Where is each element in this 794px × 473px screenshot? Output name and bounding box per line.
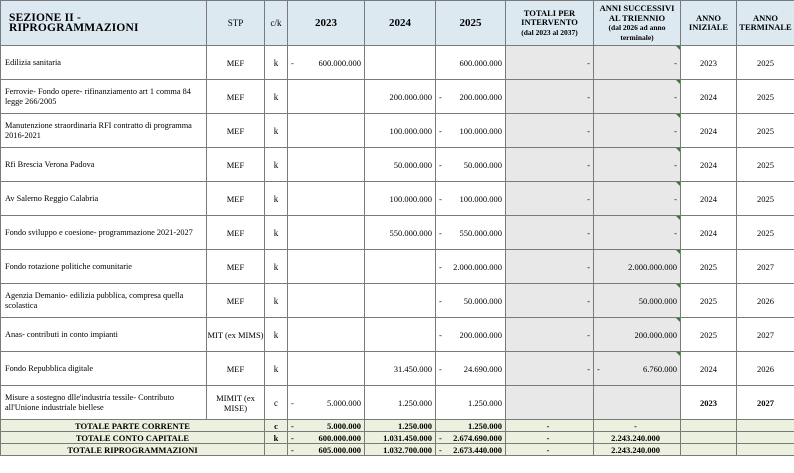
amount-total: - <box>587 91 590 102</box>
row-description: Edilizia sanitaria <box>1 46 207 80</box>
amount-later: - <box>674 227 677 238</box>
row-value-2024 <box>365 386 436 420</box>
row-stp: MEF <box>207 182 265 216</box>
row-value-2023 <box>288 250 365 284</box>
amount-later: - <box>674 193 677 204</box>
amount-2025: 200.000.000 <box>459 329 502 340</box>
row-description: Anas- contributi in conto impianti <box>1 318 207 352</box>
amount-2025: 1.250.000 <box>468 397 502 408</box>
row-value-2024 <box>365 352 436 386</box>
row-value-2024 <box>365 148 436 182</box>
col-header-start-year: ANNO INIZIALE <box>681 1 737 46</box>
row-total <box>506 80 594 114</box>
amount-2023: 600.000.000 <box>318 57 361 68</box>
row-ck: k <box>265 114 288 148</box>
total-empty-start <box>681 432 737 444</box>
total-value-2024 <box>365 420 436 432</box>
row-value-2025 <box>436 352 506 386</box>
row-start-year: 2024 <box>681 114 737 148</box>
total-ck <box>265 444 288 456</box>
row-end-year: 2025 <box>737 80 794 114</box>
row-description: Fondo rotazione politiche comunitarie <box>1 250 207 284</box>
amount-2025: 200.000.000 <box>459 91 502 102</box>
row-start-year: 2024 <box>681 352 737 386</box>
row-total <box>506 318 594 352</box>
dash-2025: - <box>439 363 442 374</box>
amount-later: 2.000.000.000 <box>628 261 677 272</box>
row-value-2023 <box>288 182 365 216</box>
row-start-year: 2023 <box>681 46 737 80</box>
amount-later: 50.000.000 <box>638 295 677 306</box>
dash-2025: - <box>439 159 442 170</box>
row-value-2023 <box>288 148 365 182</box>
amount-2024: 1.250.000 <box>398 397 432 408</box>
total-empty-end <box>737 444 794 456</box>
amount-2023: 600.000.000 <box>318 432 361 443</box>
amount-2024: 50.000.000 <box>393 159 432 170</box>
row-later-years <box>594 182 681 216</box>
total-value-2025 <box>436 432 506 444</box>
amount-2025: 50.000.000 <box>463 159 502 170</box>
amount-2025: 100.000.000 <box>459 125 502 136</box>
row-value-2023 <box>288 46 365 80</box>
row-description: Fondo sviluppo e coesione- programmazione 2021-2027 <box>1 216 207 250</box>
row-stp: MEF <box>207 216 265 250</box>
row-value-2025 <box>436 284 506 318</box>
later-header-title: ANNI SUCCESSIVI AL TRIENNIO <box>599 3 675 23</box>
row-stp: MIMIT (ex MISE) <box>207 386 265 420</box>
cell-marker <box>676 46 680 50</box>
totals-body <box>1 420 794 456</box>
row-total <box>506 352 594 386</box>
row-total <box>506 386 594 420</box>
total-label: TOTALE RIPROGRAMMAZIONI <box>1 444 265 456</box>
row-value-2025 <box>436 216 506 250</box>
dash-2025: - <box>439 329 442 340</box>
row-value-2024 <box>365 250 436 284</box>
header-row <box>1 1 794 46</box>
row-value-2025 <box>436 182 506 216</box>
dash-2025: - <box>439 91 442 102</box>
amount-2023: 5.000.000 <box>327 420 361 431</box>
amount-2025: 24.690.000 <box>463 363 502 374</box>
dash-2025: - <box>439 295 442 306</box>
amount-total: - <box>587 295 590 306</box>
amount-2023: 5.000.000 <box>327 397 361 408</box>
amount-2024: 31.450.000 <box>393 363 432 374</box>
row-ck: k <box>265 250 288 284</box>
row-total <box>506 182 594 216</box>
row-ck: k <box>265 216 288 250</box>
row-later-years <box>594 148 681 182</box>
row-end-year: 2027 <box>737 318 794 352</box>
row-end-year: 2025 <box>737 182 794 216</box>
row-total <box>506 250 594 284</box>
row-value-2023 <box>288 284 365 318</box>
row-end-year: 2025 <box>737 46 794 80</box>
row-start-year: 2023 <box>681 386 737 420</box>
amount-2024: 550.000.000 <box>389 227 432 238</box>
row-value-2024 <box>365 284 436 318</box>
row-description: Fondo Repubblica digitale <box>1 352 207 386</box>
dash-2025: - <box>439 227 442 238</box>
row-value-2023 <box>288 114 365 148</box>
total-value-2023 <box>288 444 365 456</box>
cell-marker <box>676 182 680 186</box>
table-row <box>1 46 794 80</box>
total-value-2025 <box>436 444 506 456</box>
amount-2023: 605.000.000 <box>318 444 361 455</box>
amount-total: - <box>587 57 590 68</box>
row-value-2025 <box>436 318 506 352</box>
amount-2024: 1.031.450.000 <box>383 432 432 443</box>
total-value-2025 <box>436 420 506 432</box>
total-row <box>1 432 794 444</box>
row-value-2023 <box>288 386 365 420</box>
amount-2024: 100.000.000 <box>389 193 432 204</box>
row-total <box>506 148 594 182</box>
col-header-2023: 2023 <box>288 1 365 46</box>
amount-2025: 50.000.000 <box>463 295 502 306</box>
row-later-years <box>594 284 681 318</box>
cell-marker <box>676 114 680 118</box>
row-value-2025 <box>436 114 506 148</box>
row-end-year: 2027 <box>737 386 794 420</box>
cell-marker <box>676 352 680 356</box>
row-end-year: 2027 <box>737 250 794 284</box>
row-description: Misure a sostegno dlle'industria tessile- Contributo all'Unione industriale biellese <box>1 386 207 420</box>
row-description: Ferrovie- Fondo opere- rifinanziamento art 1 comma 84 legge 266/2005 <box>1 80 207 114</box>
row-value-2023 <box>288 80 365 114</box>
amount-total: - <box>587 261 590 272</box>
row-ck: k <box>265 80 288 114</box>
total-later-years: - <box>594 420 681 432</box>
row-end-year: 2026 <box>737 352 794 386</box>
row-ck: k <box>265 352 288 386</box>
cell-marker <box>676 80 680 84</box>
row-ck: k <box>265 46 288 80</box>
row-later-years <box>594 46 681 80</box>
table-row <box>1 114 794 148</box>
row-end-year: 2025 <box>737 216 794 250</box>
row-stp: MEF <box>207 80 265 114</box>
row-ck: c <box>265 386 288 420</box>
amount-later: - <box>674 159 677 170</box>
amount-later: - <box>674 125 677 136</box>
col-header-2024: 2024 <box>365 1 436 46</box>
total-ck: k <box>265 432 288 444</box>
amount-2024: 1.250.000 <box>398 420 432 431</box>
row-later-years <box>594 386 681 420</box>
row-value-2023 <box>288 352 365 386</box>
totals-header-title: TOTALI PER INTERVENTO <box>521 7 578 28</box>
table-row <box>1 284 794 318</box>
row-value-2025 <box>436 80 506 114</box>
amount-total: - <box>587 227 590 238</box>
table-row <box>1 386 794 420</box>
row-ck: k <box>265 284 288 318</box>
cell-marker <box>676 250 680 254</box>
row-total <box>506 216 594 250</box>
amount-2025: 100.000.000 <box>459 193 502 204</box>
amount-total: - <box>587 363 590 374</box>
row-later-years <box>594 250 681 284</box>
cell-marker <box>676 148 680 152</box>
row-value-2024 <box>365 318 436 352</box>
dash-2025: - <box>439 261 442 272</box>
table-row <box>1 182 794 216</box>
row-value-2025 <box>436 250 506 284</box>
row-value-2023 <box>288 216 365 250</box>
row-later-years <box>594 114 681 148</box>
table-row <box>1 148 794 182</box>
amount-2025: 2.674.690.000 <box>453 432 502 443</box>
row-ck: k <box>265 318 288 352</box>
row-start-year: 2025 <box>681 284 737 318</box>
table-row <box>1 80 794 114</box>
amount-2024: 1.032.700.000 <box>383 444 432 455</box>
items-body <box>1 46 794 420</box>
row-description: Manutenzione straordinaria RFI contratto di programma 2016-2021 <box>1 114 207 148</box>
amount-2025: 550.000.000 <box>459 227 502 238</box>
total-empty-start <box>681 420 737 432</box>
row-ck: k <box>265 148 288 182</box>
total-total: - <box>506 444 594 456</box>
total-row <box>1 420 794 432</box>
row-start-year: 2025 <box>681 250 737 284</box>
row-end-year: 2026 <box>737 284 794 318</box>
amount-2025: 2.000.000.000 <box>453 261 502 272</box>
row-start-year: 2025 <box>681 318 737 352</box>
total-row <box>1 444 794 456</box>
dash-2025: - <box>439 125 442 136</box>
total-label: TOTALE PARTE CORRENTE <box>1 420 265 432</box>
row-stp: MIT (ex MIMS) <box>207 318 265 352</box>
dash-2025: - <box>439 432 442 443</box>
row-stp: MEF <box>207 352 265 386</box>
col-header-end-year: ANNO TERMINALE <box>737 1 794 46</box>
table-row <box>1 352 794 386</box>
row-end-year: 2025 <box>737 114 794 148</box>
row-stp: MEF <box>207 46 265 80</box>
table-row <box>1 318 794 352</box>
row-total <box>506 46 594 80</box>
section-title: SEZIONE II - RIPROGRAMMAZIONI <box>1 1 207 46</box>
row-start-year: 2024 <box>681 216 737 250</box>
col-header-ck: c/k <box>265 1 288 46</box>
row-start-year: 2024 <box>681 148 737 182</box>
row-stp: MEF <box>207 284 265 318</box>
total-label: TOTALE CONTO CAPITALE <box>1 432 265 444</box>
amount-later: - <box>674 91 677 102</box>
row-value-2024 <box>365 216 436 250</box>
row-value-2024 <box>365 80 436 114</box>
dash-2025: - <box>439 193 442 204</box>
amount-total: - <box>587 329 590 340</box>
cell-marker <box>676 284 680 288</box>
total-ck: c <box>265 420 288 432</box>
row-value-2023 <box>288 318 365 352</box>
dash-2023: - <box>291 432 294 443</box>
amount-2025: 2.673.440.000 <box>453 444 502 455</box>
dash-2025: - <box>439 444 442 455</box>
row-value-2024 <box>365 182 436 216</box>
amount-later: - <box>674 57 677 68</box>
totals-header-sub: (dal 2023 al 2037) <box>521 27 578 37</box>
dash-2023: - <box>291 420 294 431</box>
row-value-2025 <box>436 386 506 420</box>
row-ck: k <box>265 182 288 216</box>
dash-2023: - <box>291 444 294 455</box>
row-value-2025 <box>436 148 506 182</box>
row-start-year: 2024 <box>681 182 737 216</box>
row-value-2025 <box>436 46 506 80</box>
total-value-2024 <box>365 432 436 444</box>
row-description: Rfi Brescia Verona Padova <box>1 148 207 182</box>
cell-marker <box>676 318 680 322</box>
row-total <box>506 114 594 148</box>
total-total: - <box>506 420 594 432</box>
dash-2023: - <box>291 57 294 68</box>
row-value-2024 <box>365 114 436 148</box>
dash-2023: - <box>291 397 294 408</box>
amount-2024: 100.000.000 <box>389 125 432 136</box>
table-row <box>1 250 794 284</box>
table-row <box>1 216 794 250</box>
total-empty-end <box>737 420 794 432</box>
row-description: Av Salerno Reggio Calabria <box>1 182 207 216</box>
total-empty-start <box>681 444 737 456</box>
row-stp: MEF <box>207 114 265 148</box>
col-header-totals <box>506 1 594 46</box>
amount-2025: 1.250.000 <box>468 420 502 431</box>
row-description: Agenzia Demanio- edilizia pubblica, compresa quella scolastica <box>1 284 207 318</box>
later-header-sub: (dal 2026 ad anno terminale) <box>608 23 666 42</box>
col-header-stp: STP <box>207 1 265 46</box>
amount-total: - <box>587 125 590 136</box>
total-total: - <box>506 432 594 444</box>
row-later-years <box>594 80 681 114</box>
dash-later: - <box>597 363 600 374</box>
row-later-years <box>594 352 681 386</box>
total-empty-end <box>737 432 794 444</box>
total-later-years: 2.243.240.000 <box>594 444 681 456</box>
amount-total: - <box>587 159 590 170</box>
cell-marker <box>676 216 680 220</box>
row-start-year: 2024 <box>681 80 737 114</box>
row-value-2024 <box>365 46 436 80</box>
row-later-years <box>594 216 681 250</box>
amount-total: - <box>587 193 590 204</box>
total-value-2024 <box>365 444 436 456</box>
amount-2024: 200.000.000 <box>389 91 432 102</box>
total-later-years: 2.243.240.000 <box>594 432 681 444</box>
row-stp: MEF <box>207 250 265 284</box>
total-value-2023 <box>288 432 365 444</box>
row-later-years <box>594 318 681 352</box>
col-header-later-years <box>594 1 681 46</box>
amount-later: 6.760.000 <box>643 363 677 374</box>
amount-2025: 600.000.000 <box>459 57 502 68</box>
row-total <box>506 284 594 318</box>
row-stp: MEF <box>207 148 265 182</box>
col-header-2025: 2025 <box>436 1 506 46</box>
row-end-year: 2025 <box>737 148 794 182</box>
total-value-2023 <box>288 420 365 432</box>
amount-later: 200.000.000 <box>634 329 677 340</box>
